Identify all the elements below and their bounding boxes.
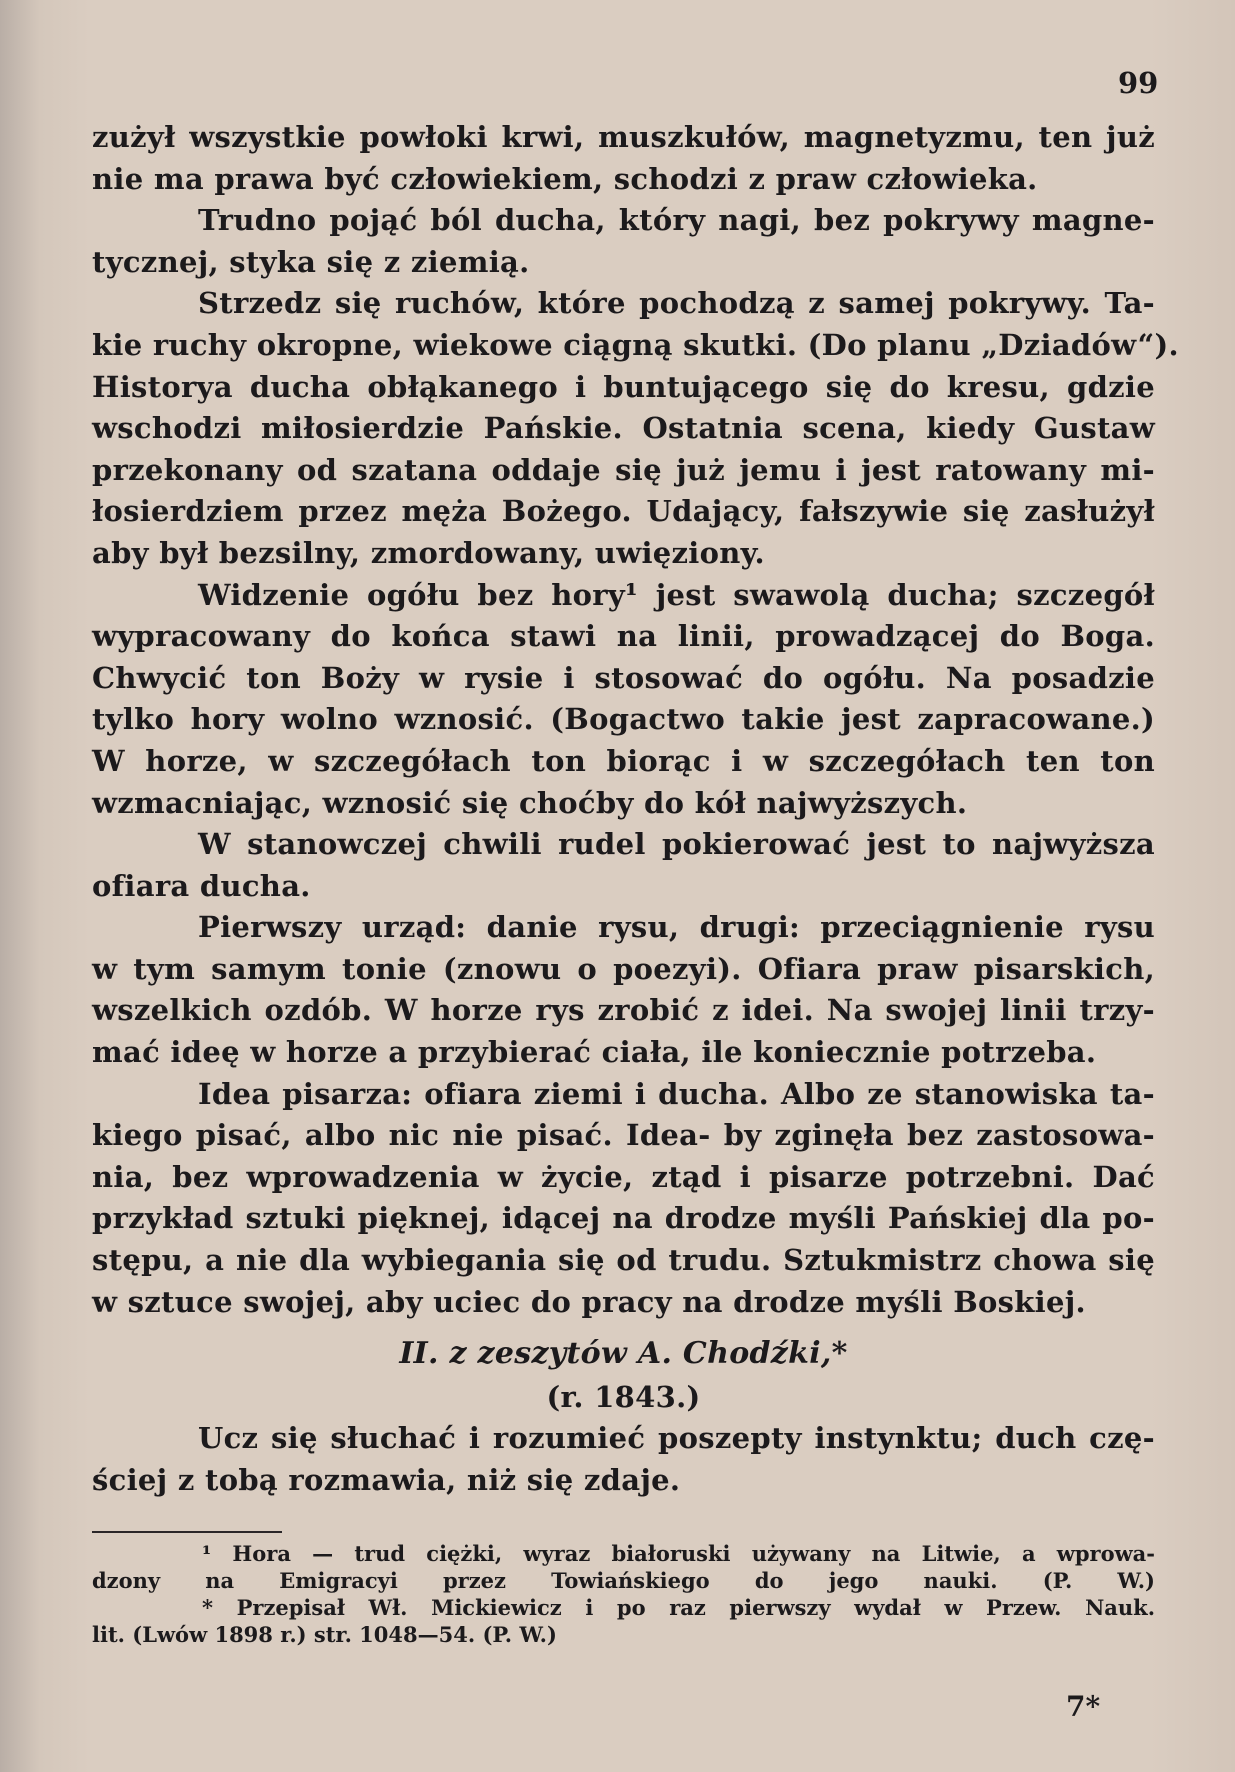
section-heading: II. z zeszytów A. Chodźki,* bbox=[399, 1336, 848, 1372]
footnote-line: lit. (Lwów 1898 r.) str. 1048—54. (P. W.) bbox=[92, 1622, 557, 1647]
text-line: tylko hory wolno wznosić. (Bogactwo takie jest zapracowane.) bbox=[92, 702, 1155, 737]
text-line: w tym samym tonie (znowu o poezyi). Ofiara praw pisarskich, bbox=[92, 951, 1155, 986]
text-line: stępu, a nie dla wybiegania się od trudu. Sztukmistrz chowa się bbox=[92, 1243, 1155, 1278]
text-line: ściej z tobą rozmawia, niż się zdaje. bbox=[92, 1462, 681, 1497]
footnotes bbox=[92, 1540, 1155, 1648]
text-line: wypracowany do końca stawi na linii, prowadzącej do Boga. bbox=[92, 619, 1155, 654]
text-line: nia, bez wprowadzenia w życie, ztąd i pisarze potrzebni. Dać bbox=[92, 1159, 1155, 1194]
text-line: mać ideę w horze a przybierać ciała, ile koniecznie potrzeba. bbox=[92, 1035, 1097, 1070]
text-line: Ucz się słuchać i rozumieć poszepty instynktu; duch czę- bbox=[198, 1421, 1155, 1456]
signature-mark: 7* bbox=[1066, 1690, 1101, 1723]
text-line: przekonany od szatana oddaje się już jemu i jest ratowany mi- bbox=[92, 452, 1155, 487]
text-line: przykład sztuki pięknej, idącej na drodze myśli Pańskiej dla po- bbox=[92, 1201, 1155, 1236]
text-line: ofiara ducha. bbox=[92, 868, 311, 903]
section-paragraph bbox=[92, 1418, 1155, 1501]
text-line: Trudno pojąć ból ducha, który nagi, bez pokrywy magne- bbox=[198, 203, 1155, 238]
footnote-line: * Przepisał Wł. Mickiewicz i po raz pierwszy wydał w Przew. Nauk. bbox=[202, 1595, 1155, 1620]
text-line: Strzedz się ruchów, które pochodzą z samej pokrywy. Ta- bbox=[198, 286, 1155, 321]
text-line: nie ma prawa być człowiekiem, schodzi z praw człowieka. bbox=[92, 161, 1038, 196]
text-line: Pierwszy urząd: danie rysu, drugi: przeciągnienie rysu bbox=[198, 910, 1155, 945]
text-line: wszelkich ozdób. W horze rys zrobić z idei. Na swojej linii trzy- bbox=[92, 993, 1155, 1028]
text-line: Historya ducha obłąkanego i buntującego się do kresu, gdzie bbox=[92, 369, 1155, 404]
text-line: W horze, w szczegółach ton biorąc i w szczegółach ten ton bbox=[92, 743, 1155, 778]
body-text bbox=[92, 117, 1179, 1501]
text-line: W stanowczej chwili rudel pokierować jest to najwyższa bbox=[198, 827, 1155, 862]
text-line: Idea pisarza: ofiara ziemi i ducha. Albo ze stanowiska ta- bbox=[198, 1076, 1155, 1111]
footnote-separator bbox=[92, 1531, 282, 1533]
text-line: w sztuce swojej, aby uciec do pracy na drodze myśli Boskiej. bbox=[92, 1284, 1086, 1319]
section-date: (r. 1843.) bbox=[546, 1380, 701, 1415]
text-line: tycznej, styka się z ziemią. bbox=[92, 244, 530, 279]
text-line: kie ruchy okropne, wiekowe ciągną skutki. (Do planu „Dziadów“). bbox=[92, 327, 1179, 362]
text-line: łosierdziem przez męża Bożego. Udający, fałszywie się zasłużył bbox=[92, 494, 1155, 529]
text-line: Chwycić ton Boży w rysie i stosować do ogółu. Na posadzie bbox=[92, 660, 1155, 695]
text-line: aby był bezsilny, zmordowany, uwięziony. bbox=[92, 535, 765, 570]
footnote-line: ¹ Hora — trud ciężki, wyraz białoruski używany na Litwie, a wprowa- bbox=[202, 1541, 1155, 1566]
text-line: zużył wszystkie powłoki krwi, muszkułów, magnetyzmu, ten już bbox=[92, 120, 1155, 154]
text-line: wzmacniając, wznosić się choćby do kół najwyższych. bbox=[92, 785, 968, 820]
text-line: Widzenie ogółu bez hory¹ jest swawolą ducha; szczegół bbox=[198, 577, 1155, 612]
main-paragraphs bbox=[92, 117, 1179, 1323]
page-number: 99 bbox=[1118, 66, 1159, 100]
text-line: wschodzi miłosierdzie Pańskie. Ostatnia scena, kiedy Gustaw bbox=[92, 411, 1155, 446]
footnote-line: dzony na Emigracyi przez Towiańskiego do jego nauki. (P. W.) bbox=[92, 1568, 1155, 1593]
text-line: kiego pisać, albo nic nie pisać. Idea- by zginęła bez zastosowa- bbox=[92, 1118, 1155, 1153]
